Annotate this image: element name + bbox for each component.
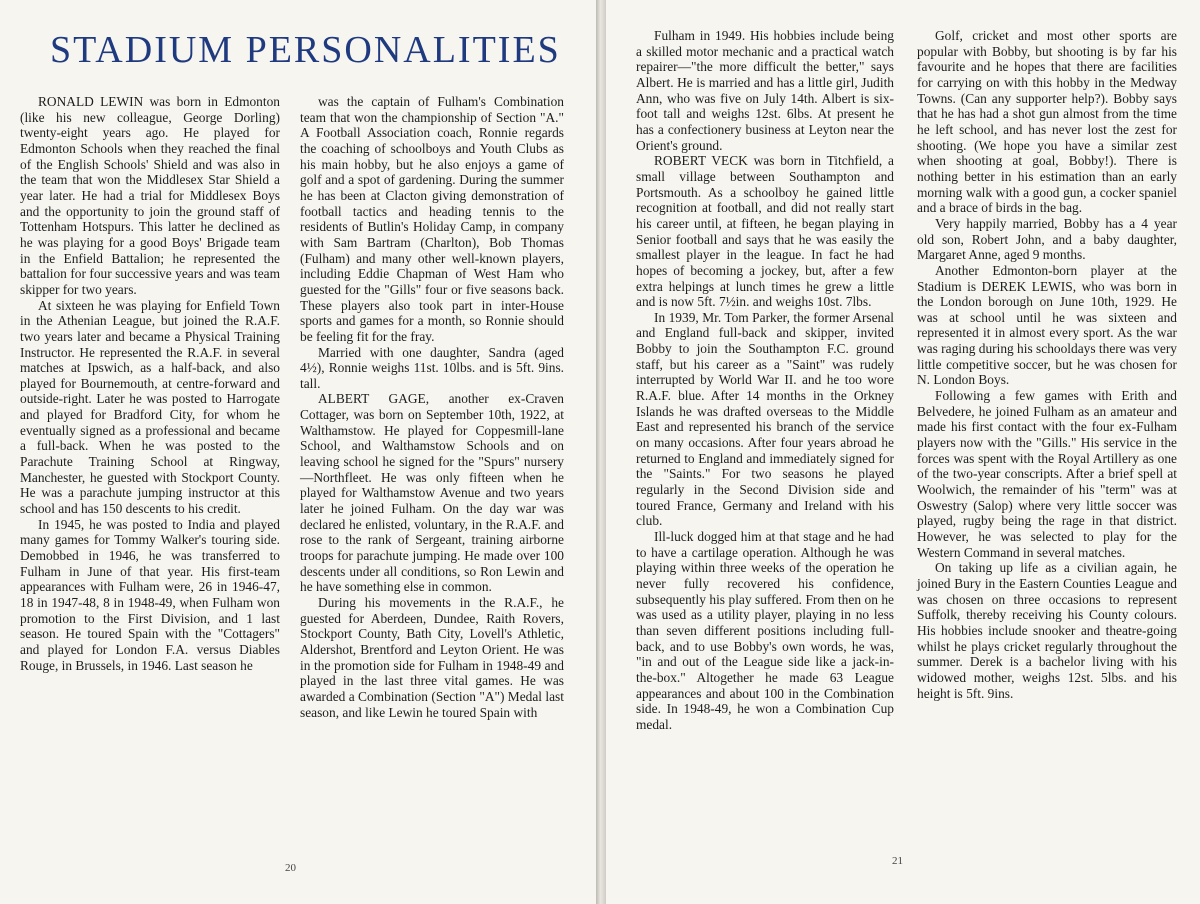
book-gutter bbox=[596, 0, 606, 904]
paragraph: During his movements in the R.A.F., he guested for Aberdeen, Dundee, Raith Rovers, Stockport County, Bath City, Lovell's Athletic, Aldershot, Brentford and Leyton Orient. He was in the promotion side for Fulham in 1948-49 and played in the last three vital games. He was awarded a Combination (Section "A") Medal last season, and like Lewin he toured Spain with bbox=[300, 595, 564, 720]
paragraph: Golf, cricket and most other sports are popular with Bobby, but shooting is by far his favourite and he hopes that there are facilities for carrying on with this hobby in the Medway Towns. (Can any supporter help?). Bobby says that he has had a shot gun almost from the time he left school, and has never lost the zest for shooting. (We hope you have a similar zest when shooting at goal, Bobby!). There is nothing better in his estimation than an early morning walk with a good gun, a cocker spaniel and a brace of birds in the bag. bbox=[917, 28, 1177, 216]
paragraph: Fulham in 1949. His hobbies include being a skilled motor mechanic and a practical watch repairer—"the more difficult the better," says Albert. He is married and has a little girl, Judith Ann, who was five on July 14th. Albert is six-foot tall and weighs 12st. 6lbs. At present he has a confectionery business at Leyton near the Orient's ground. bbox=[636, 28, 894, 153]
paragraph: ALBERT GAGE, another ex-Craven Cottager, was born on September 10th, 1922, at Walthamstow. He played for Coppesmill-lane School, and Walthamstow Schools and on leaving school he signed for the "Spurs" nursery—Northfleet. He was only fifteen when he played for Walthamstow Avenue and two years later he joined Fulham. On the day war was declared he enlisted, voluntary, in the R.A.F. and rose to the rank of Sergeant, training airborne troops for parachute jumping. He made over 100 descents under all conditions, so Ron Lewin and he have something else in common. bbox=[300, 391, 564, 595]
paragraph: Married with one daughter, Sandra (aged 4½), Ronnie weighs 11st. 10lbs. and is 5ft. 9ins. tall. bbox=[300, 344, 564, 391]
paragraph: Following a few games with Erith and Belvedere, he joined Fulham as an amateur and made his first contact with the four ex-Fulham players now with the "Gills." His service in the forces was spent with the Royal Artillery as one of the two-year conscripts. After a brief spell at Woolwich, the remainder of his "term" was at Oswestry (Salop) where very little soccer was played, rugby being the rage in that district. However, he was selected to play for the Western Command in several matches. bbox=[917, 388, 1177, 560]
page-number-left: 20 bbox=[285, 862, 296, 874]
column-3 bbox=[636, 28, 894, 733]
paragraph: Very happily married, Bobby has a 4 year old son, Robert John, and a baby daughter, Margaret Anne, aged 9 months. bbox=[917, 215, 1177, 263]
paragraph: was the captain of Fulham's Combination team that won the championship of Section "A." A Football Association coach, Ronnie regards the coaching of schoolboys and Youth Clubs as his main hobby, but he also enjoys a game of golf and a spot of gardening. During the summer he has been at Clacton giving demonstration of football tactics and heading tennis to the residents of Butlin's Holiday Camp, in company with Sam Bartram (Charlton), Bob Thomas (Fulham) and many other well-known players, including Eddie Chapman of West Ham who guested for the "Gills" four or five seasons back. These players also took part in inter-House sports and games for a month, so Ronnie should be feeling fit for the fray. bbox=[300, 94, 564, 344]
paragraph: In 1945, he was posted to India and played many games for Tommy Walker's touring side. Demobbed in 1946, he was transferred to Fulham in June of that year. His first-team appearances with Fulham were, 26 in 1946-47, 18 in 1947-48, 8 in 1948-49, when Fulham won promotion to the First Division, and 1 last season. He toured Spain with the "Cottagers" and played for London F.A. versus Diables Rouge, in Brussels, in 1946. Last season he bbox=[20, 516, 280, 673]
paragraph: At sixteen he was playing for Enfield Town in the Athenian League, but joined the R.A.F. two years later and became a Physical Training Instructor. He represented the R.A.F. in several matches at Ipswich, as a half-back, and also played for Bournemouth, at centre-forward and outside-right. Later he was posted to Harrogate and played for Bradford City, for whom he eventually signed as a professional and became a full-back. When he was posted to the Parachute Training School at Ringway, Manchester, he guested with Stockport County. He was a parachute jumping instructor at this school and has 150 descents to his credit. bbox=[20, 297, 280, 517]
column-4 bbox=[917, 28, 1177, 701]
paragraph: RONALD LEWIN was born in Edmonton (like his new colleague, George Dorling) twenty-eight years ago. He played for Edmonton Schools when they reached the final of the English Schools' Shield and was also in the team that won the Middlesex Star Shield a year later. He had a trial for Middlesex Boys and the opportunity to join the ground staff of Tottenham Hotspurs. This latter he declined as he was playing for a good Boys' Brigade team in the Enfield Battalion; he represented the battalion for four successive years and was team skipper for two years. bbox=[20, 94, 280, 297]
page-title: STADIUM PERSONALITIES bbox=[50, 29, 561, 71]
page-number-right: 21 bbox=[892, 855, 903, 867]
paragraph: ROBERT VECK was born in Titchfield, a small village between Southampton and Portsmouth. As a schoolboy he gained little recognition at football, and did not really start his career until, at fifteen, he began playing in Senior football and says that he was easily the smallest player in the league. In fact he had hopes of becoming a jockey, but, after a few extra helpings at lunch times he grew a little and is now 5ft. 7½in. and weighs 10st. 7lbs. bbox=[636, 153, 894, 310]
paragraph: Another Edmonton-born player at the Stadium is DEREK LEWIS, who was born in the London borough on June 10th, 1929. He was at school until he was sixteen and represented it in almost every sport. As the war was raging during his schooldays there was very little competitive soccer, but he was chosen for N. London Boys. bbox=[917, 262, 1177, 388]
paragraph: Ill-luck dogged him at that stage and he had to have a cartilage operation. Although he was playing within three weeks of the operation he never fully recovered his confidence, subsequently his play suffered. From then on he was used as a utility player, playing in no less than seven different positions including full-back, and to use Bobby's own words, he was, "in and out of the League side like a jack-in-the-box." Altogether he made 63 League appearances and about 100 in the Combination side. In 1948-49, he won a Combination Cup medal. bbox=[636, 529, 894, 732]
column-1 bbox=[20, 94, 280, 673]
paragraph: On taking up life as a civilian again, he joined Bury in the Eastern Counties League and was chosen on three occasions to represent Suffolk, thereby receiving his County colours. His hobbies include snooker and theatre-going whilst he plays cricket regularly throughout the summer. Derek is a bachelor living with his widowed mother, weighs 12st. 5lbs. and his height is 5ft. 9ins. bbox=[917, 560, 1177, 701]
paragraph: In 1939, Mr. Tom Parker, the former Arsenal and England full-back and skipper, invited Bobby to join the Southampton F.C. ground staff, but his career as a "Saint" was rudely interrupted by World War II. and he too wore R.A.F. blue. After 14 months in the Orkney Islands he was drafted overseas to the Middle East and represented his branch of the service on many occasions. After four years abroad he returned to England and immediately signed for the "Saints." For two seasons he played regularly in the Second Division side and toured France, Germany and Ireland with his club. bbox=[636, 309, 894, 529]
column-2 bbox=[300, 94, 564, 720]
